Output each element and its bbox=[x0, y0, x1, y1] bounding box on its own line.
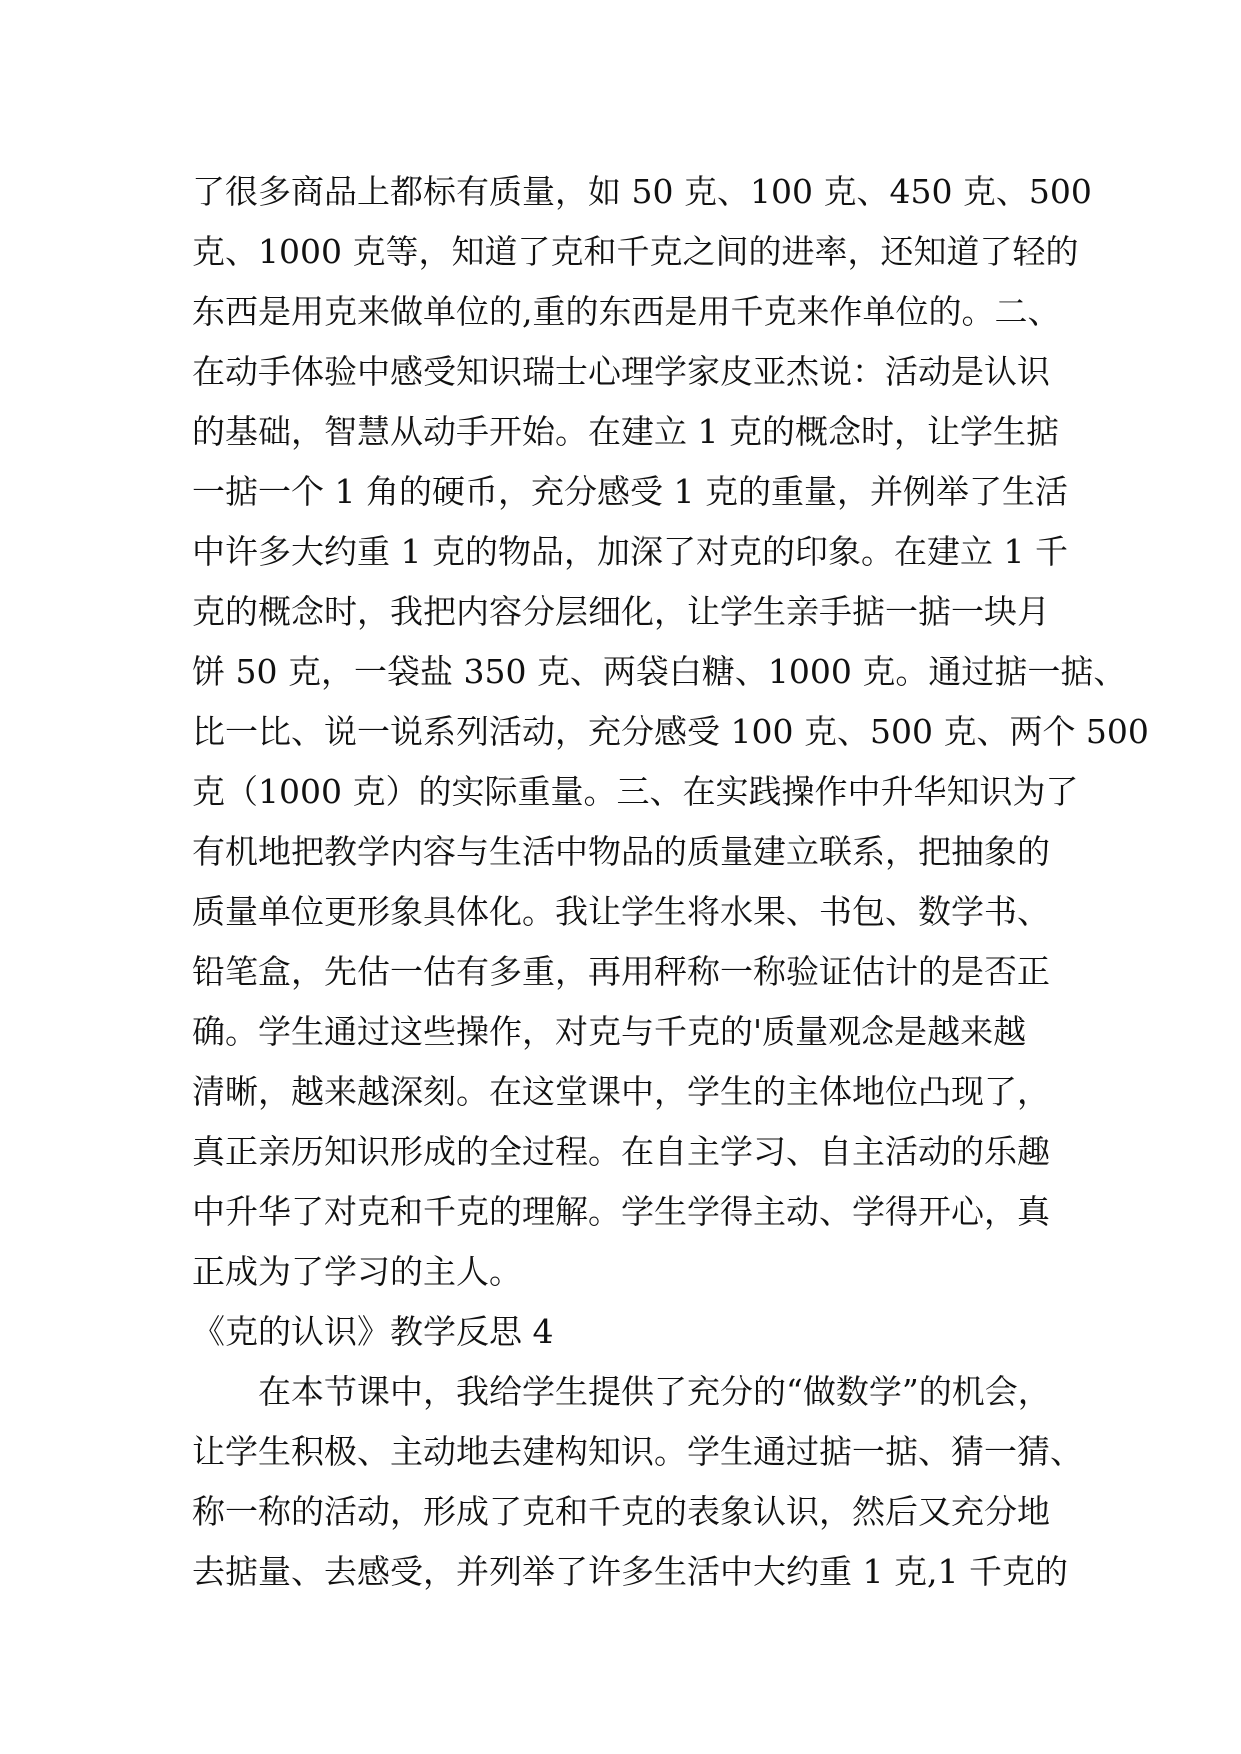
text-line: 一掂一个 1 角的硬币，充分感受 1 克的重量，并例举了生活 bbox=[192, 472, 1068, 511]
text-line: 铅笔盒，先估一估有多重，再用秤称一称验证估计的是否正 bbox=[192, 952, 1050, 991]
text-line: 东西是用克来做单位的,重的东西是用千克来作单位的。二、 bbox=[192, 292, 1061, 331]
text-line: 称一称的活动，形成了克和千克的表象认识，然后又充分地 bbox=[192, 1492, 1050, 1531]
text-line: 中许多大约重 1 克的物品，加深了对克的印象。在建立 1 千 bbox=[192, 532, 1068, 571]
document-body bbox=[192, 162, 1149, 1602]
text-line: 中升华了对克和千克的理解。学生学得主动、学得开心，真 bbox=[192, 1192, 1050, 1231]
text-line: 饼 50 克，一袋盐 350 克、两袋白糖、1000 克。通过掂一掂、 bbox=[192, 652, 1127, 691]
text-line: 确。学生通过这些操作，对克与千克的'质量观念是越来越 bbox=[192, 1012, 1027, 1051]
text-line: 真正亲历知识形成的全过程。在自主学习、自主活动的乐趣 bbox=[192, 1132, 1050, 1171]
text-line: 克的概念时，我把内容分层细化，让学生亲手掂一掂一块月 bbox=[192, 592, 1050, 631]
text-line: 正成为了学习的主人。 bbox=[192, 1252, 522, 1291]
text-line: 让学生积极、主动地去建构知识。学生通过掂一掂、猜一猜、 bbox=[192, 1432, 1083, 1471]
text-line: 去掂量、去感受，并列举了许多生活中大约重 1 克,1 千克的 bbox=[192, 1552, 1068, 1591]
text-line: 的基础，智慧从动手开始。在建立 1 克的概念时，让学生掂 bbox=[192, 412, 1059, 451]
text-line: 在动手体验中感受知识瑞士心理学家皮亚杰说：活动是认识 bbox=[192, 352, 1050, 391]
text-line: 克（1000 克）的实际重量。三、在实践操作中升华知识为了 bbox=[192, 772, 1079, 811]
text-line: 比一比、说一说系列活动，充分感受 100 克、500 克、两个 500 bbox=[192, 712, 1149, 751]
text-line: 质量单位更形象具体化。我让学生将水果、书包、数学书、 bbox=[192, 892, 1050, 931]
section-heading: 《克的认识》教学反思 4 bbox=[192, 1312, 554, 1351]
text-line: 在本节课中，我给学生提供了充分的“做数学”的机会， bbox=[258, 1372, 1051, 1411]
text-line: 了很多商品上都标有质量，如 50 克、100 克、450 克、500 bbox=[192, 172, 1092, 211]
text-line: 克、1000 克等，知道了克和千克之间的进率，还知道了轻的 bbox=[192, 232, 1079, 271]
text-line: 有机地把教学内容与生活中物品的质量建立联系，把抽象的 bbox=[192, 832, 1050, 871]
text-line: 清晰，越来越深刻。在这堂课中，学生的主体地位凸现了， bbox=[192, 1072, 1050, 1111]
